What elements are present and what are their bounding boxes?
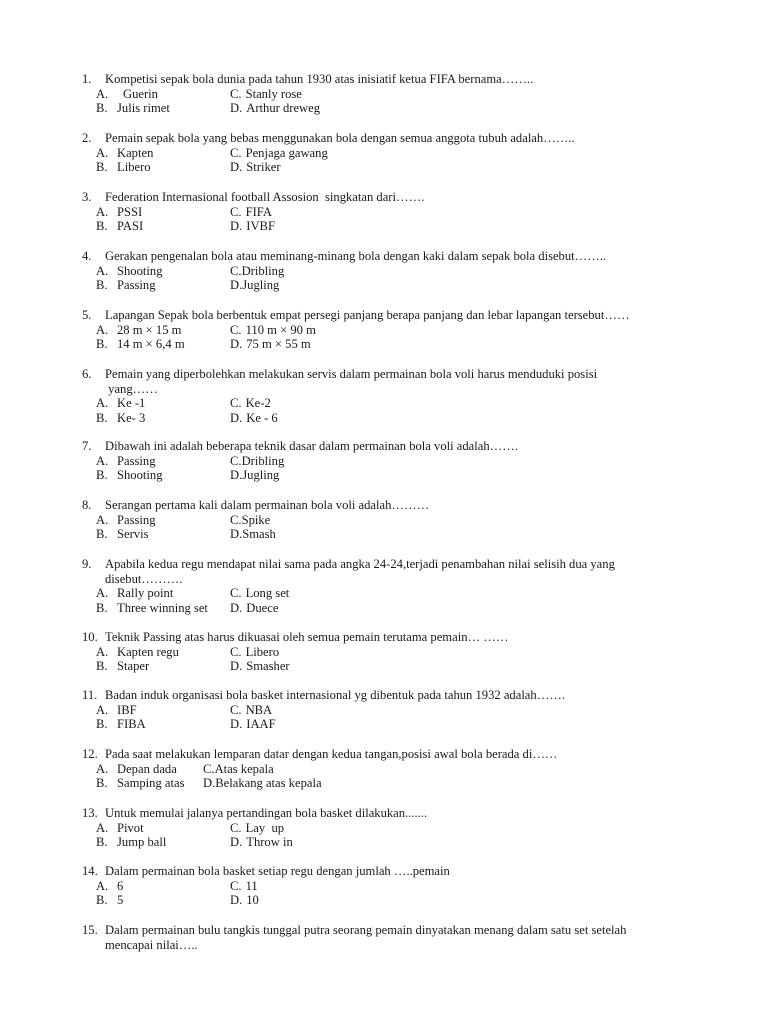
option-a — [82, 264, 230, 279]
option-b — [82, 160, 230, 175]
option-text: Stanly rose — [245, 86, 302, 101]
option-label: A. — [96, 263, 109, 278]
question-stem — [82, 367, 722, 396]
option-text: Rally point — [117, 586, 174, 601]
option-text: Ke -1 — [117, 396, 146, 411]
question-number: 12. — [82, 747, 98, 761]
option-a — [82, 87, 230, 102]
question-text: Lapangan Sepak bola berbentuk empat persegi panjang berapa panjang dan lebar lapangan tersebut…… — [105, 308, 630, 322]
option-d — [230, 835, 430, 850]
option-d — [230, 601, 430, 616]
option-label: C. — [230, 263, 242, 278]
option-text: Three winning set — [117, 600, 208, 615]
option-label: A. — [96, 396, 109, 411]
option-label: D. — [230, 410, 243, 425]
option-b — [82, 337, 230, 352]
option-d — [230, 160, 430, 175]
option-text: 5 — [117, 893, 124, 908]
option-label: C. — [230, 396, 242, 411]
question-stem — [82, 131, 722, 146]
question-1 — [82, 72, 722, 116]
option-label: B. — [96, 219, 108, 234]
question-text: Teknik Passing atas harus dikuasai oleh semua pemain terutama pemain… …… — [105, 630, 509, 644]
option-label: B. — [96, 527, 108, 542]
option-text: Jugling — [242, 468, 280, 483]
question-number: 13. — [82, 806, 98, 820]
question-number: 6. — [82, 367, 92, 381]
question-number: 3. — [82, 190, 92, 204]
option-label: A. — [96, 586, 109, 601]
question-13 — [82, 806, 722, 850]
option-label: A. — [96, 322, 109, 337]
option-text: Pivot — [117, 820, 144, 835]
option-label: B. — [96, 468, 108, 483]
answer-options — [82, 454, 722, 483]
option-label: C. — [230, 145, 242, 160]
question-text: Pemain yang diperbolehkan melakukan servis dalam permainan bola voli harus menduduki posisi yang…… — [105, 367, 598, 396]
option-text: Ke - 6 — [246, 410, 278, 425]
question-stem — [82, 190, 722, 205]
option-d — [230, 893, 430, 908]
option-text: 75 m × 55 m — [246, 337, 311, 352]
option-d — [230, 659, 430, 674]
option-text: Passing — [117, 453, 156, 468]
option-label: B. — [96, 101, 108, 116]
option-text: Libero — [117, 160, 151, 175]
option-label: A. — [96, 145, 109, 160]
answer-options — [82, 821, 722, 850]
question-number: 8. — [82, 498, 92, 512]
option-label: C. — [230, 512, 242, 527]
option-d — [230, 468, 430, 483]
option-c — [230, 454, 430, 469]
option-text: Belakang atas kepala — [215, 776, 322, 791]
option-a — [82, 703, 230, 718]
option-d — [230, 219, 430, 234]
option-label: A. — [96, 512, 109, 527]
question-number: 14. — [82, 864, 98, 878]
option-text: Dribling — [241, 263, 285, 278]
option-b — [82, 717, 230, 732]
question-9 — [82, 557, 722, 615]
option-label: A. — [96, 878, 109, 893]
question-text: Dibawah ini adalah beberapa teknik dasar dalam permainan bola voli adalah……. — [105, 439, 518, 453]
option-label: A. — [96, 702, 109, 717]
question-2 — [82, 131, 722, 175]
option-d — [230, 101, 430, 116]
option-label: C. — [230, 86, 242, 101]
option-a — [82, 513, 230, 528]
option-b — [82, 101, 230, 116]
option-text: Arthur dreweg — [246, 101, 321, 116]
option-c — [230, 645, 430, 660]
option-text: 6 — [117, 878, 124, 893]
option-text: NBA — [245, 702, 273, 717]
question-text: Pada saat melakukan lemparan datar dengan kedua tangan,posisi awal bola berada di…… — [105, 747, 558, 761]
option-label: B. — [96, 410, 108, 425]
option-d — [230, 411, 430, 426]
option-text: Ke- 3 — [117, 410, 146, 425]
question-stem — [82, 249, 722, 264]
question-number: 7. — [82, 439, 92, 453]
option-text: 110 m × 90 m — [245, 322, 316, 337]
option-c — [230, 205, 430, 220]
option-label: B. — [96, 600, 108, 615]
option-a — [82, 762, 203, 777]
option-text: Depan dada — [117, 761, 177, 776]
option-text: Passing — [117, 512, 156, 527]
option-text: Jump ball — [117, 835, 167, 850]
option-label: A. — [96, 761, 109, 776]
option-label: D. — [203, 776, 216, 791]
option-d — [230, 337, 430, 352]
option-text: Smash — [242, 527, 276, 542]
option-text: Jugling — [242, 278, 280, 293]
option-c — [230, 264, 430, 279]
question-text: Dalam permainan bulu tangkis tunggal putra seorang pemain dinyatakan menang dalam satu set setelah mencapai nilai….. — [105, 923, 627, 952]
option-text: 11 — [245, 878, 258, 893]
question-stem — [82, 308, 722, 323]
answer-options — [82, 264, 722, 293]
option-c — [230, 821, 430, 836]
option-d — [230, 278, 430, 293]
option-text: 28 m × 15 m — [117, 322, 182, 337]
option-label: B. — [96, 776, 108, 791]
option-label: C. — [230, 702, 242, 717]
question-number: 1. — [82, 72, 92, 86]
option-text: Throw in — [246, 835, 293, 850]
answer-options — [82, 205, 722, 234]
option-a — [82, 323, 230, 338]
option-label: C. — [230, 644, 242, 659]
option-c — [230, 703, 430, 718]
option-label: C. — [230, 453, 242, 468]
option-text: Duece — [246, 600, 279, 615]
option-label: B. — [96, 893, 108, 908]
option-label: D. — [230, 600, 243, 615]
option-label: C. — [230, 878, 242, 893]
question-stem — [82, 557, 722, 586]
question-3 — [82, 190, 722, 234]
answer-options — [82, 513, 722, 542]
option-c — [230, 87, 430, 102]
option-text: IBF — [117, 702, 137, 717]
option-b — [82, 776, 203, 791]
question-15 — [82, 923, 722, 952]
option-text: Smasher — [246, 659, 290, 674]
option-label: A. — [96, 820, 109, 835]
option-label: D. — [230, 893, 243, 908]
question-4 — [82, 249, 722, 293]
option-text: Ke-2 — [245, 396, 271, 411]
option-text: 10 — [246, 893, 259, 908]
option-label: B. — [96, 160, 108, 175]
option-label: C. — [203, 761, 215, 776]
option-a — [82, 146, 230, 161]
option-label: D. — [230, 659, 243, 674]
option-label: B. — [96, 717, 108, 732]
option-text: Spike — [241, 512, 271, 527]
option-label: D. — [230, 468, 243, 483]
option-label: B. — [96, 835, 108, 850]
question-text: Apabila kedua regu mendapat nilai sama pada angka 24-24,terjadi penambahan nilai selisih dua yang disebut………. — [105, 557, 615, 586]
option-b — [82, 835, 230, 850]
option-d — [230, 527, 430, 542]
option-label: A. — [96, 204, 109, 219]
option-label: C. — [230, 586, 242, 601]
option-c — [203, 762, 403, 777]
option-b — [82, 601, 230, 616]
option-text: Guerin — [123, 86, 158, 101]
question-11 — [82, 688, 722, 732]
option-label: A. — [96, 644, 109, 659]
option-c — [230, 323, 430, 338]
option-label: C. — [230, 204, 242, 219]
option-a — [82, 205, 230, 220]
option-label: C. — [230, 820, 242, 835]
option-c — [230, 513, 430, 528]
option-text: Penjaga gawang — [245, 145, 328, 160]
option-label: B. — [96, 278, 108, 293]
question-text: Dalam permainan bola basket setiap regu dengan jumlah …..pemain — [105, 864, 450, 878]
option-c — [230, 396, 430, 411]
question-8 — [82, 498, 722, 542]
question-stem — [82, 806, 722, 821]
answer-options — [82, 586, 722, 615]
option-label: C. — [230, 322, 242, 337]
question-10 — [82, 630, 722, 674]
option-a — [82, 879, 230, 894]
option-b — [82, 411, 230, 426]
question-number: 15. — [82, 923, 98, 937]
question-number: 10. — [82, 630, 98, 644]
option-b — [82, 219, 230, 234]
option-label: D. — [230, 101, 243, 116]
question-14 — [82, 864, 722, 908]
option-b — [82, 659, 230, 674]
option-text: Kapten regu — [117, 644, 179, 659]
option-text: Long set — [245, 586, 290, 601]
option-b — [82, 527, 230, 542]
option-text: Passing — [117, 278, 156, 293]
option-text: Julis rimet — [117, 101, 170, 116]
question-text: Federation Internasional football Assosion singkatan dari……. — [105, 190, 425, 204]
option-text: Shooting — [117, 263, 163, 278]
option-label: A. — [96, 86, 109, 101]
question-text: Pemain sepak bola yang bebas menggunakan bola dengan semua anggota tubuh adalah…….. — [105, 131, 575, 145]
option-b — [82, 893, 230, 908]
question-stem — [82, 439, 722, 454]
question-stem — [82, 688, 722, 703]
answer-options — [82, 762, 722, 791]
answer-options — [82, 146, 722, 175]
option-a — [82, 821, 230, 836]
option-text: IAAF — [246, 717, 276, 732]
option-text: Servis — [117, 527, 149, 542]
option-text: Kapten — [117, 145, 154, 160]
option-c — [230, 879, 430, 894]
question-number: 11. — [82, 688, 98, 702]
option-label: B. — [96, 337, 108, 352]
question-text: Badan induk organisasi bola basket internasional yg dibentuk pada tahun 1932 adalah……. — [105, 688, 566, 702]
option-text: Shooting — [117, 468, 163, 483]
option-a — [82, 454, 230, 469]
option-text: IVBF — [246, 219, 275, 234]
option-a — [82, 396, 230, 411]
question-stem — [82, 72, 722, 87]
option-text: PASI — [117, 219, 144, 234]
option-text: Samping atas — [117, 776, 185, 791]
question-text: Untuk memulai jalanya pertandingan bola basket dilakukan....... — [105, 806, 428, 820]
question-12 — [82, 747, 722, 791]
answer-options — [82, 87, 722, 116]
option-label: D. — [230, 717, 243, 732]
question-stem — [82, 498, 722, 513]
option-text: 14 m × 6,4 m — [117, 337, 185, 352]
option-label: D. — [230, 278, 243, 293]
option-label: B. — [96, 659, 108, 674]
option-text: FIFA — [245, 204, 272, 219]
question-text: Serangan pertama kali dalam permainan bola voli adalah……… — [105, 498, 430, 512]
question-5 — [82, 308, 722, 352]
option-b — [82, 278, 230, 293]
question-number: 2. — [82, 131, 92, 145]
answer-options — [82, 703, 722, 732]
option-label: D. — [230, 219, 243, 234]
option-d — [203, 776, 403, 791]
option-label: D. — [230, 337, 243, 352]
answer-options — [82, 879, 722, 908]
question-number: 5. — [82, 308, 92, 322]
question-text: Gerakan pengenalan bola atau meminang-minang bola dengan kaki dalam sepak bola disebut…….. — [105, 249, 607, 263]
option-text: PSSI — [117, 204, 143, 219]
question-6 — [82, 367, 722, 425]
option-text: Libero — [245, 644, 280, 659]
option-b — [82, 468, 230, 483]
option-text: Atas kepala — [214, 761, 274, 776]
question-stem — [82, 923, 722, 952]
option-text: Striker — [246, 160, 281, 175]
option-d — [230, 717, 430, 732]
option-text: Dribling — [241, 453, 285, 468]
answer-options — [82, 645, 722, 674]
question-stem — [82, 747, 722, 762]
question-text: Kompetisi sepak bola dunia pada tahun 1930 atas inisiatif ketua FIFA bernama…….. — [105, 72, 534, 86]
question-7 — [82, 439, 722, 483]
option-label: D. — [230, 835, 243, 850]
option-label: A. — [96, 453, 109, 468]
option-text: Lay up — [245, 820, 285, 835]
answer-options — [82, 323, 722, 352]
option-c — [230, 586, 430, 601]
option-a — [82, 645, 230, 660]
option-label: D. — [230, 160, 243, 175]
option-a — [82, 586, 230, 601]
option-label: D. — [230, 527, 243, 542]
question-stem — [82, 864, 722, 879]
option-c — [230, 146, 430, 161]
question-number: 9. — [82, 557, 92, 571]
question-stem — [82, 630, 722, 645]
answer-options — [82, 396, 722, 425]
option-text: Staper — [117, 659, 150, 674]
option-text: FIBA — [117, 717, 146, 732]
question-number: 4. — [82, 249, 92, 263]
